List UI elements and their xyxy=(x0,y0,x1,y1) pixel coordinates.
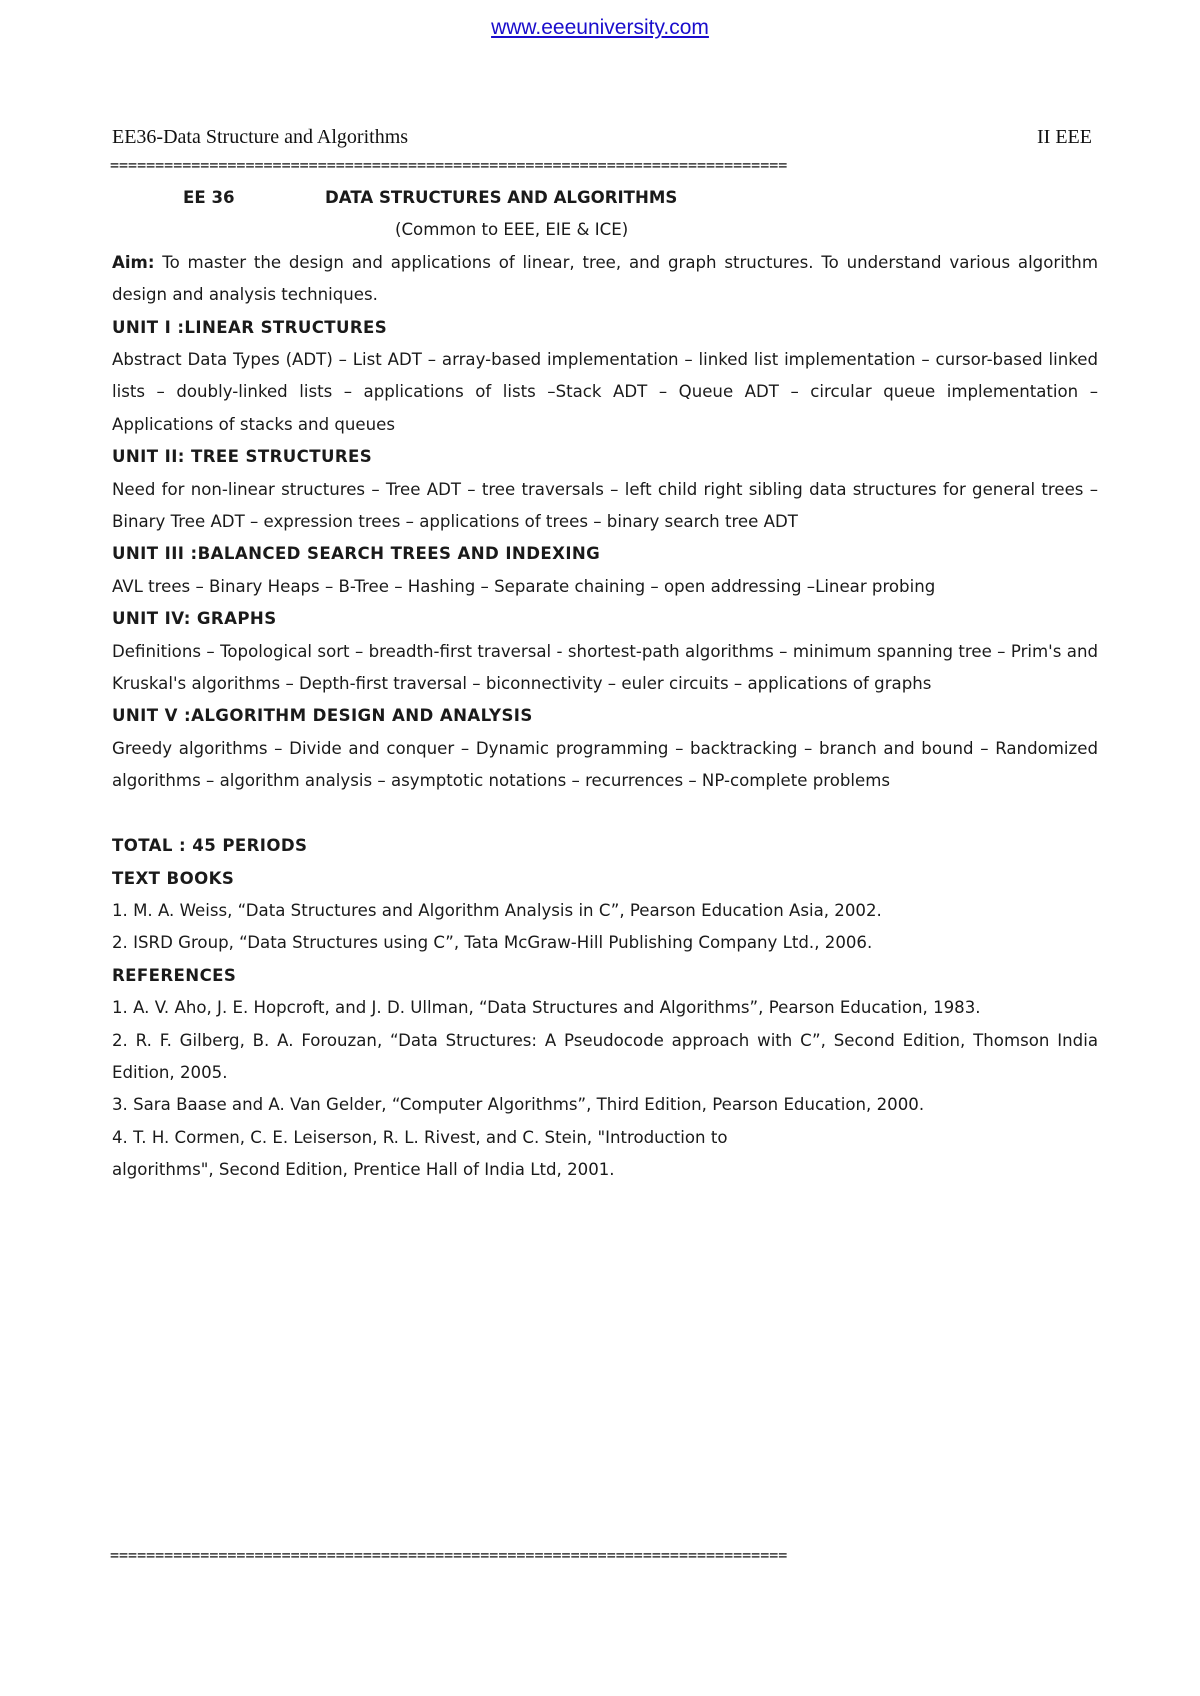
unit-4-body: Definitions – Topological sort – breadth-first traversal - shortest-path algorithms – minimum spanning tree – Prim's and Kruskal's algorithms – Depth-first traversal – biconnectivity – euler circuits – applications of graphs xyxy=(112,641,1098,694)
reference-item: 4. T. H. Cormen, C. E. Leiserson, R. L. Rivest, and C. Stein, "Introduction to xyxy=(112,1127,728,1147)
aim-paragraph xyxy=(112,247,1098,312)
course-title-line xyxy=(112,182,1098,214)
text-book-item: 2. ISRD Group, “Data Structures using C”, Tata McGraw-Hill Publishing Company Ltd., 2006. xyxy=(112,933,873,953)
reference-item: 3. Sara Baase and A. Van Gelder, “Computer Algorithms”, Third Edition, Pearson Education, 2000. xyxy=(112,1095,925,1115)
course-title: DATA STRUCTURES AND ALGORITHMS xyxy=(325,188,678,207)
text-book-item: 1. M. A. Weiss, “Data Structures and Algorithm Analysis in C”, Pearson Education Asia, 2002. xyxy=(112,900,882,920)
unit-5-body: Greedy algorithms – Divide and conquer – Dynamic programming – backtracking – branch and bound – Randomized algorithms – algorithm analysis – asymptotic notations – recurrences – NP-complete problems xyxy=(112,738,1098,791)
aim-label: Aim: xyxy=(112,252,155,272)
unit-2-heading: UNIT II: TREE STRUCTURES xyxy=(112,447,373,467)
reference-item: 2. R. F. Gilberg, B. A. Forouzan, “Data Structures: A Pseudocode approach with C”, Second Edition, Thomson India Edition, 2005. xyxy=(112,1030,1098,1082)
site-link[interactable]: www.eeeuniversity.com xyxy=(491,16,709,39)
unit-4-heading: UNIT IV: GRAPHS xyxy=(112,609,277,629)
unit-5-heading: UNIT V :ALGORITHM DESIGN AND ANALYSIS xyxy=(112,706,533,726)
reference-item: algorithms", Second Edition, Prentice Hall of India Ltd, 2001. xyxy=(112,1160,615,1180)
total-periods: TOTAL : 45 PERIODS xyxy=(112,836,308,856)
bottom-rule: =========================================================================== xyxy=(110,1547,788,1563)
unit-3-body: AVL trees – Binary Heaps – B-Tree – Hashing – Separate chaining – open addressing –Linear probing xyxy=(112,576,936,596)
unit-2-body: Need for non-linear structures – Tree ADT – tree traversals – left child right sibling data structures for general trees – Binary Tree ADT – expression trees – applications of trees – binary search tree ADT xyxy=(112,479,1098,532)
reference-item: 1. A. V. Aho, J. E. Hopcroft, and J. D. Ullman, “Data Structures and Algorithms”, Pearson Education, 1983. xyxy=(112,998,981,1018)
syllabus-content xyxy=(112,182,1098,1187)
course-subtitle: (Common to EEE, EIE & ICE) xyxy=(395,220,629,240)
top-rule: =========================================================================== xyxy=(110,157,788,173)
header-course: EE36-Data Structure and Algorithms xyxy=(112,126,409,148)
spacer xyxy=(112,798,1098,830)
references-heading: REFERENCES xyxy=(112,965,237,985)
unit-1-body: Abstract Data Types (ADT) – List ADT – array-based implementation – linked list implementation – cursor-based linked lists – doubly-linked lists – applications of lists –Stack ADT – Queue ADT – circular queue implementation – Applications of stacks and queues xyxy=(112,350,1098,434)
header-class: II EEE xyxy=(1037,126,1092,148)
text-books-heading: TEXT BOOKS xyxy=(112,868,235,888)
aim-text: To master the design and applications of linear, tree, and graph structures. To understand various algorithm design and analysis techniques. xyxy=(112,252,1098,305)
unit-1-heading: UNIT I :LINEAR STRUCTURES xyxy=(112,317,388,337)
course-code: EE 36 xyxy=(183,188,235,207)
unit-3-heading: UNIT III :BALANCED SEARCH TREES AND INDEXING xyxy=(112,544,601,564)
